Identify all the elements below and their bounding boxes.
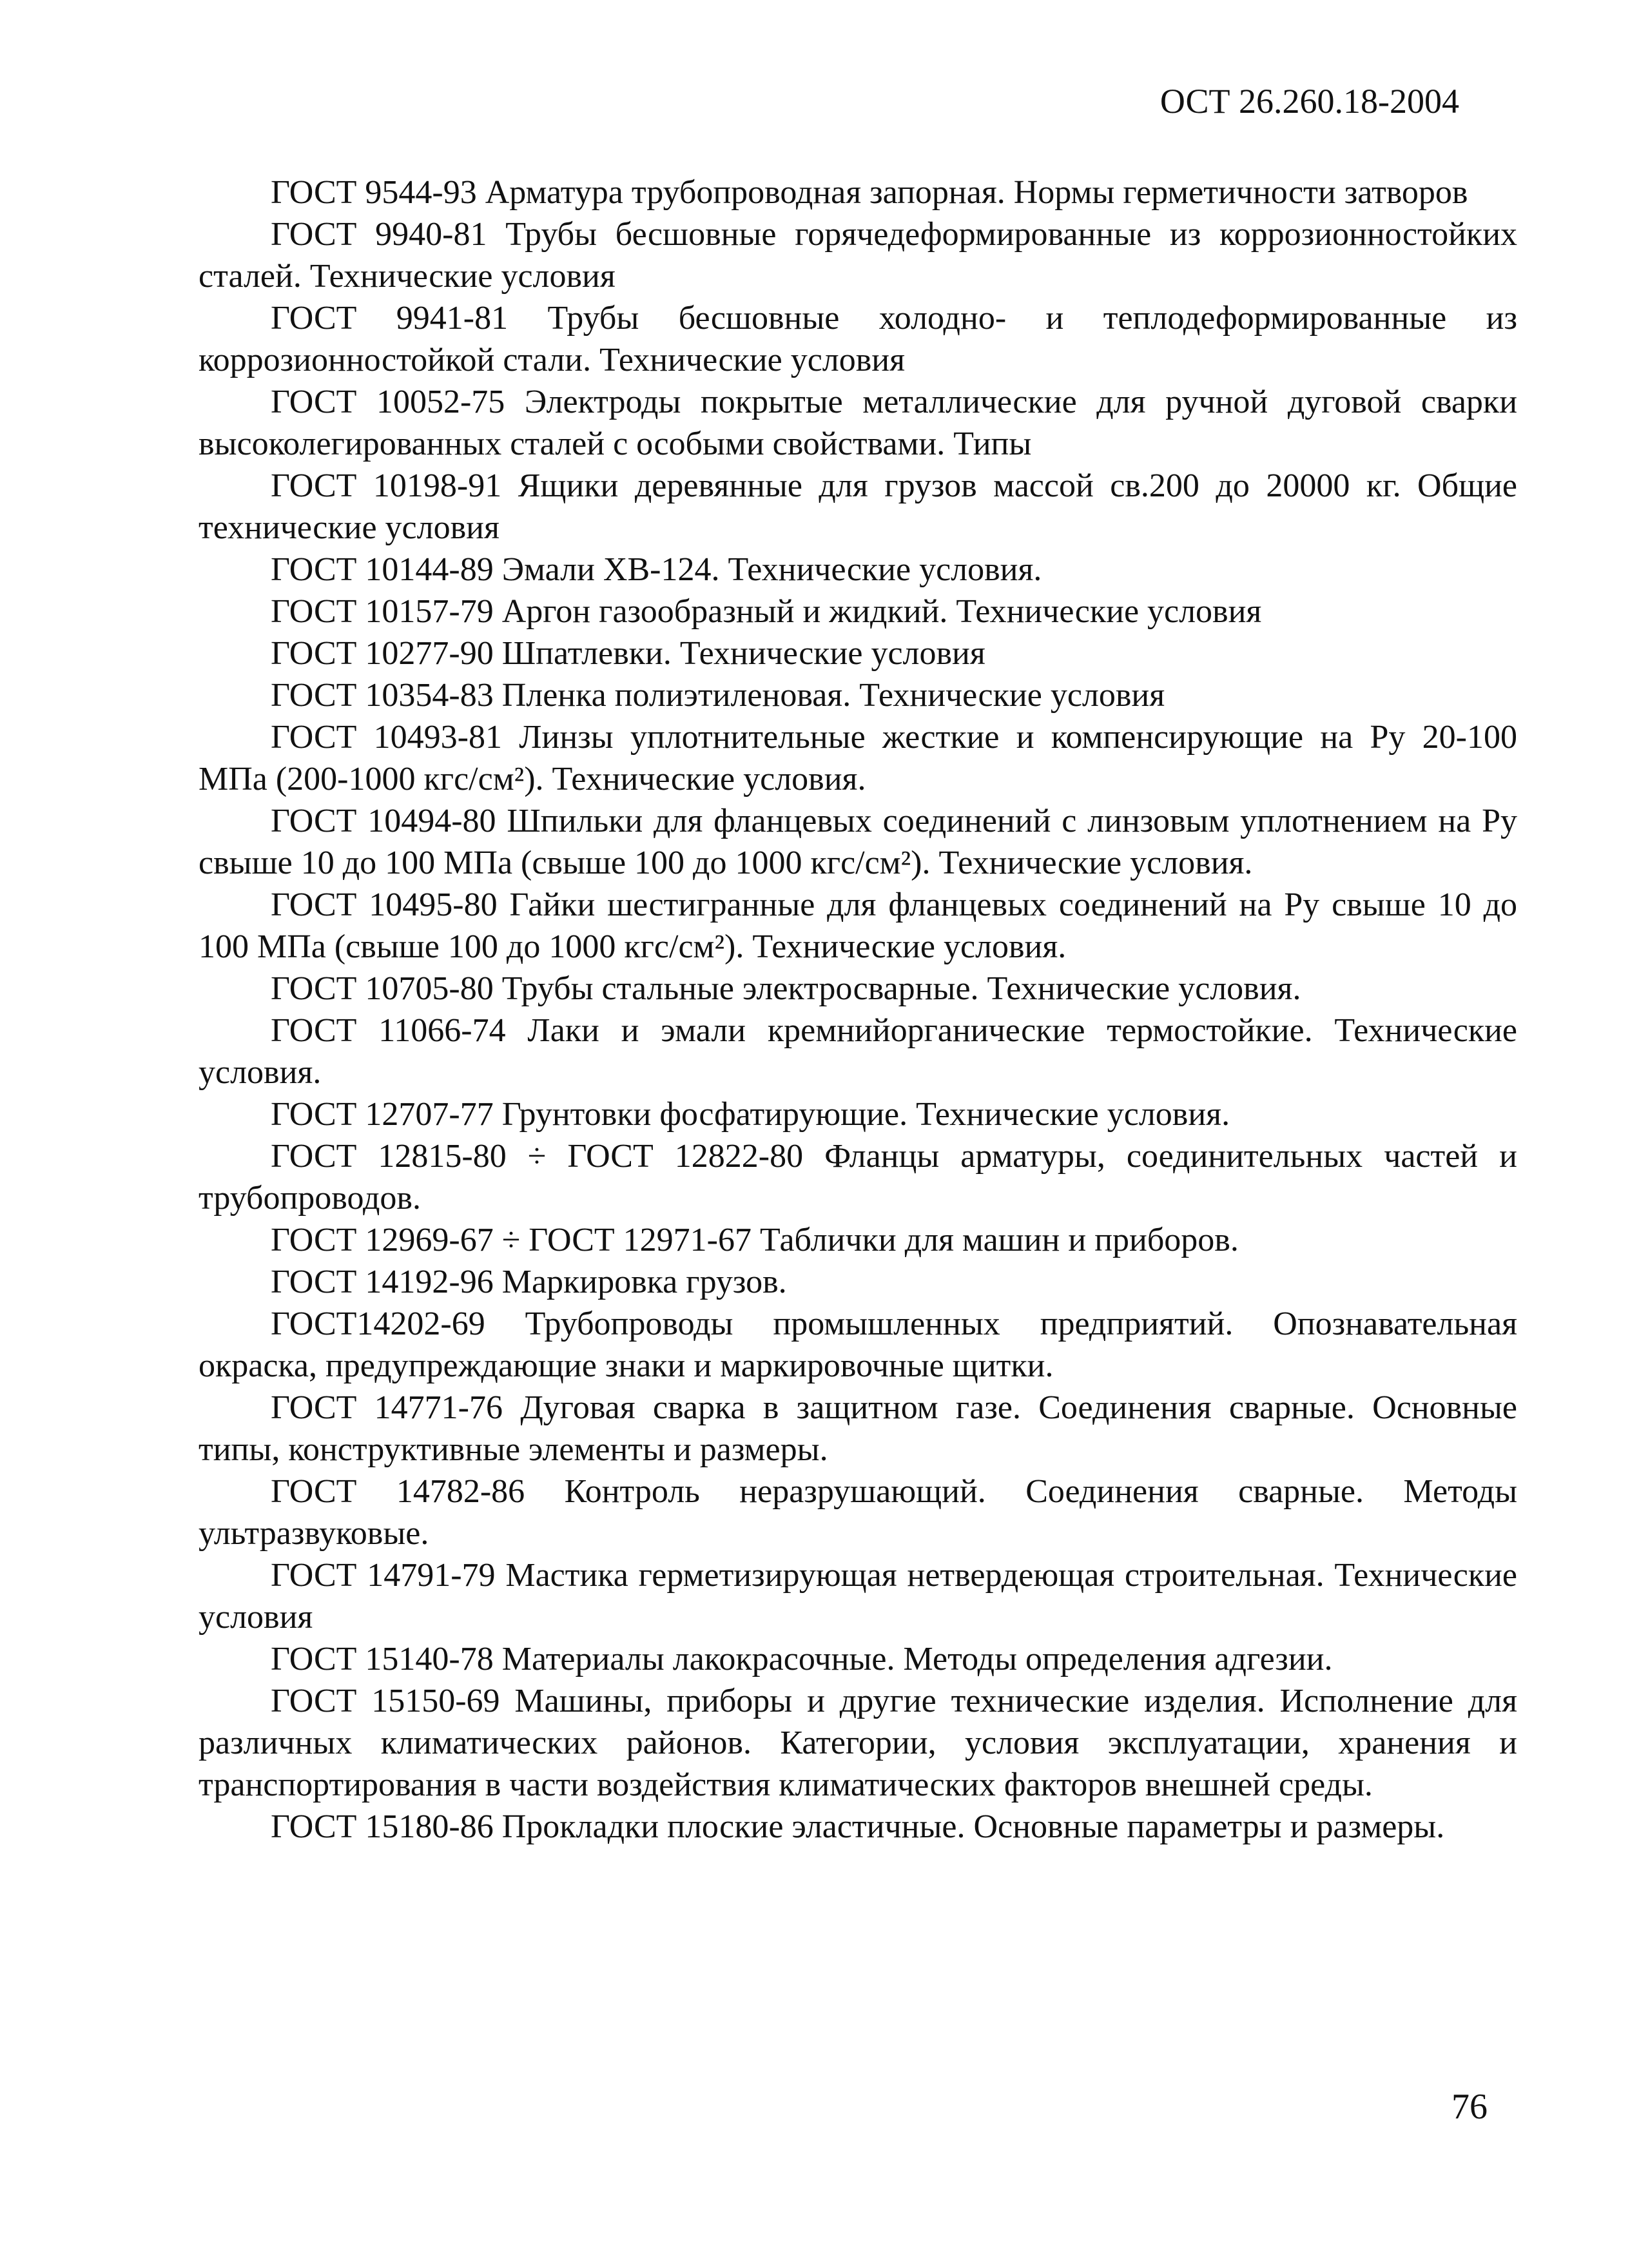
- standard-title: Таблички для машин и приборов.: [759, 1222, 1239, 1258]
- standard-code: ГОСТ 9941-81: [271, 300, 509, 337]
- standard-title: Трубы бесшовные холодно- и теплодеформированные из коррозионностойкой стали. Технические условия: [199, 300, 1518, 378]
- standard-code: ГОСТ 10277-90: [271, 635, 494, 672]
- standard-title: Трубы стальные электросварные. Технические условия.: [501, 970, 1301, 1007]
- standard-code: ГОСТ 15180-86: [271, 1808, 494, 1845]
- standard-title: Аргон газообразный и жидкий. Технические условия: [501, 593, 1262, 630]
- standard-title: Эмали ХВ-124. Технические условия.: [501, 551, 1042, 588]
- standard-code: ГОСТ 10705-80: [271, 970, 494, 1007]
- reference-entry: [199, 549, 1517, 591]
- reference-entry: [199, 968, 1517, 1010]
- standard-code: ГОСТ 11066-74: [271, 1012, 506, 1049]
- standard-title: Дуговая сварка в защитном газе. Соединения сварные. Основные типы, конструктивные элементы и размеры.: [199, 1389, 1518, 1468]
- reference-entry: [199, 465, 1517, 549]
- standard-title: Гайки шестигранные для фланцевых соединений на Ру свыше 10 до 100 МПа (свыше 100 до 1000 кгс/см²). Технические условия.: [199, 886, 1518, 965]
- reference-entry: [199, 591, 1517, 632]
- standard-title: Фланцы арматуры, соединительных частей и трубопроводов.: [199, 1138, 1517, 1217]
- standard-title: Материалы лакокрасочные. Методы определения адгезии.: [501, 1641, 1333, 1677]
- standard-title: Арматура трубопроводная запорная. Нормы герметичности затворов: [485, 174, 1468, 211]
- standard-title: Грунтовки фосфатирующие. Технические условия.: [501, 1096, 1230, 1133]
- standard-title: Пленка полиэтиленовая. Технические условия: [501, 677, 1165, 714]
- reference-entry: [199, 1680, 1517, 1806]
- reference-entry: [199, 1219, 1517, 1261]
- standard-code: ГОСТ 10354-83: [271, 677, 494, 714]
- standard-code: ГОСТ 15140-78: [271, 1641, 494, 1677]
- reference-entry: [199, 800, 1517, 884]
- reference-entry: [199, 1554, 1517, 1638]
- standard-code: ГОСТ 9940-81: [271, 216, 487, 253]
- reference-entry: [199, 716, 1517, 800]
- standard-code: ГОСТ 10495-80: [271, 886, 498, 923]
- reference-entry: [199, 1135, 1517, 1219]
- standard-code: ГОСТ 10144-89: [271, 551, 494, 588]
- standard-title: Трубы бесшовные горячедеформированные из коррозионностойких сталей. Технические условия: [199, 216, 1518, 295]
- standard-title: Шпильки для фланцевых соединений с линзовым уплотнением на Ру свыше 10 до 100 МПа (свыше 100 до 1000 кгс/см²). Технические условия.: [199, 803, 1517, 881]
- reference-entry: [199, 1093, 1517, 1135]
- standard-title: Ящики деревянные для грузов массой св.200 до 20000 кг. Общие технические условия: [199, 467, 1518, 546]
- reference-entry: [199, 1806, 1517, 1848]
- reference-entry: [199, 1471, 1517, 1554]
- standard-code: ГОСТ 10198-91: [271, 467, 502, 504]
- reference-entry: [199, 213, 1517, 297]
- reference-entry: [199, 171, 1517, 213]
- standard-code: ГОСТ 9544-93: [271, 174, 477, 211]
- standard-title: Машины, приборы и другие технические изделия. Исполнение для различных климатических районов. Категории, условия эксплуатации, хранения и транспортирования в части воздействия климатических факторов внешней среды.: [199, 1683, 1518, 1803]
- reference-entry: [199, 632, 1517, 674]
- standard-title: Электроды покрытые металлические для ручной дуговой сварки высоколегированных сталей с особыми свойствами. Типы: [199, 384, 1518, 462]
- reference-entry: [199, 674, 1517, 716]
- reference-entry: [199, 1261, 1517, 1303]
- standard-code: ГОСТ 12969-67 ÷ ГОСТ 12971-67: [271, 1222, 752, 1258]
- standard-code: ГОСТ 14782-86: [271, 1473, 525, 1510]
- standard-title: Трубопроводы промышленных предприятий. Опознавательная окраска, предупреждающие знаки и маркировочные щитки.: [199, 1305, 1518, 1384]
- standard-code: ГОСТ 14771-76: [271, 1389, 503, 1426]
- standard-code: ГОСТ 10052-75: [271, 384, 505, 420]
- normative-references-list: [199, 171, 1517, 1848]
- standard-title: Шпатлевки. Технические условия: [501, 635, 985, 672]
- standard-code: ГОСТ 10493-81: [271, 719, 502, 756]
- standard-code: ГОСТ 12707-77: [271, 1096, 494, 1133]
- reference-entry: [199, 1010, 1517, 1093]
- standard-code: ГОСТ 15150-69: [271, 1683, 500, 1719]
- reference-entry: [199, 884, 1517, 968]
- standard-title: Мастика герметизирующая нетвердеющая строительная. Технические условия: [199, 1557, 1517, 1636]
- reference-entry: [199, 1303, 1517, 1387]
- page-number: 76: [1451, 2087, 1488, 2127]
- reference-entry: [199, 381, 1517, 465]
- standard-title: Маркировка грузов.: [501, 1264, 787, 1300]
- standard-code: ГОСТ 12815-80 ÷ ГОСТ 12822-80: [271, 1138, 804, 1175]
- standard-code: ГОСТ 14192-96: [271, 1264, 494, 1300]
- standard-code: ГОСТ 14791-79: [271, 1557, 496, 1594]
- standard-title: Прокладки плоские эластичные. Основные параметры и размеры.: [501, 1808, 1445, 1845]
- reference-entry: [199, 297, 1517, 381]
- standard-code: ГОСТ14202-69: [271, 1305, 485, 1342]
- standard-title: Контроль неразрушающий. Соединения сварные. Методы ультразвуковые.: [199, 1473, 1518, 1552]
- standard-code: ГОСТ 10494-80: [271, 803, 496, 839]
- standard-title: Линзы уплотнительные жесткие и компенсирующие на Ру 20-100 МПа (200-1000 кгс/см²). Технические условия.: [199, 719, 1517, 797]
- standard-code: ГОСТ 10157-79: [271, 593, 494, 630]
- standard-title: Лаки и эмали кремнийорганические термостойкие. Технические условия.: [199, 1012, 1517, 1091]
- reference-entry: [199, 1387, 1517, 1471]
- document-code-header: ОСТ 26.260.18-2004: [1159, 82, 1459, 121]
- reference-entry: [199, 1638, 1517, 1680]
